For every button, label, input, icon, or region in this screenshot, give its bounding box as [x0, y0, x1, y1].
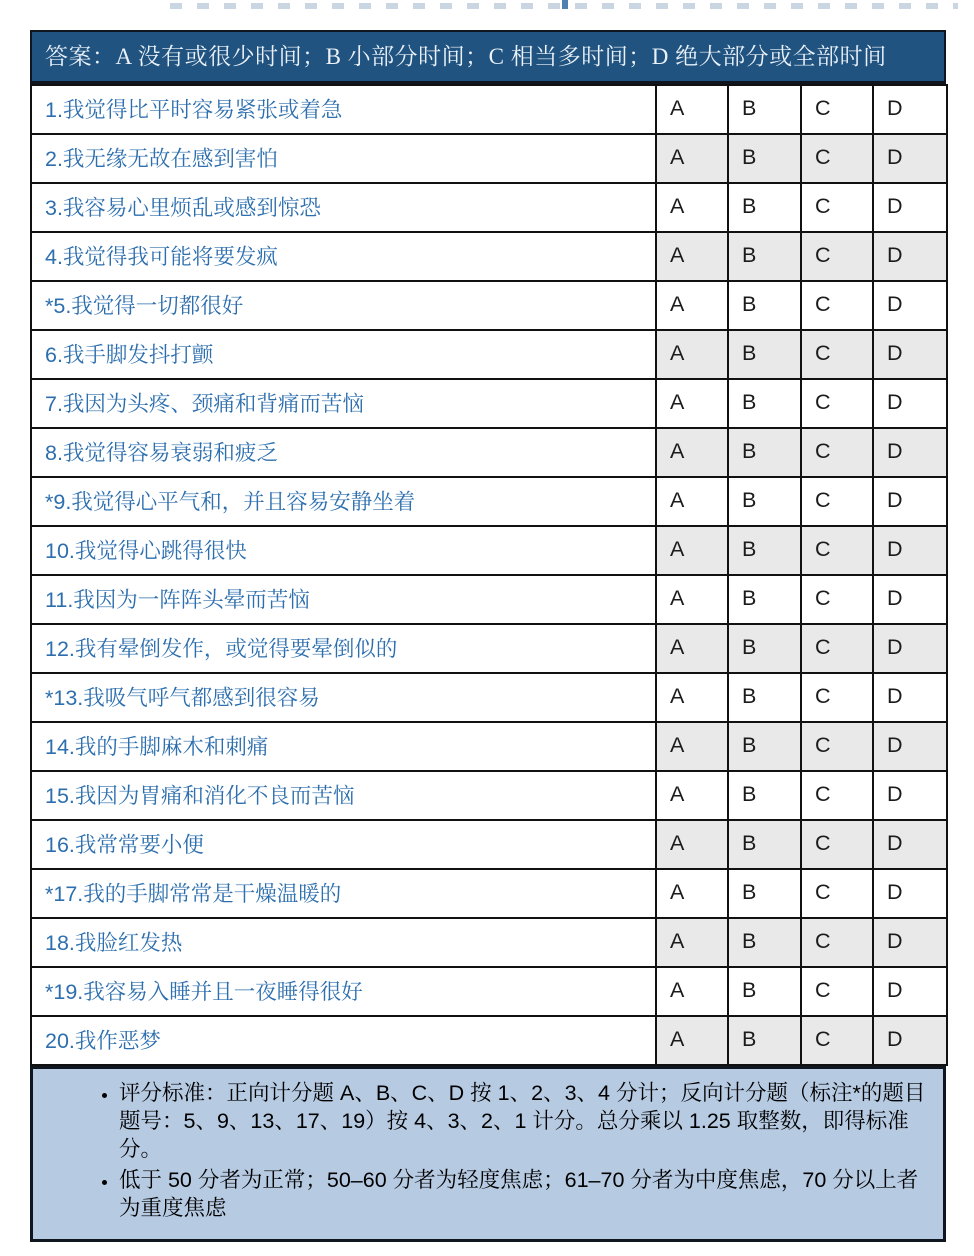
option-cell-b[interactable]: B	[728, 722, 801, 771]
question-text: *5.我觉得一切都很好	[31, 281, 656, 330]
option-cell-b[interactable]: B	[728, 526, 801, 575]
cropped-title-fragments	[170, 3, 958, 9]
option-cell-a[interactable]: A	[656, 820, 728, 869]
option-cell-d[interactable]: D	[873, 1016, 947, 1065]
option-cell-c[interactable]: C	[801, 722, 873, 771]
question-text: 1.我觉得比平时容易紧张或着急	[31, 85, 656, 134]
question-text: 20.我作恶梦	[31, 1016, 656, 1065]
question-text: 14.我的手脚麻木和刺痛	[31, 722, 656, 771]
question-text: 6.我手脚发抖打颤	[31, 330, 656, 379]
option-cell-b[interactable]: B	[728, 575, 801, 624]
question-row	[31, 134, 947, 183]
option-cell-b[interactable]: B	[728, 918, 801, 967]
option-cell-b[interactable]: B	[728, 85, 801, 134]
option-cell-c[interactable]: C	[801, 575, 873, 624]
option-cell-c[interactable]: C	[801, 379, 873, 428]
question-row	[31, 967, 947, 1016]
question-text: 3.我容易心里烦乱或感到惊恐	[31, 183, 656, 232]
question-text: *19.我容易入睡并且一夜睡得很好	[31, 967, 656, 1016]
option-cell-c[interactable]: C	[801, 183, 873, 232]
question-row	[31, 771, 947, 820]
questionnaire-table	[30, 84, 948, 1066]
question-row	[31, 85, 947, 134]
option-cell-d[interactable]: D	[873, 379, 947, 428]
option-cell-b[interactable]: B	[728, 379, 801, 428]
option-cell-c[interactable]: C	[801, 869, 873, 918]
option-cell-d[interactable]: D	[873, 134, 947, 183]
option-cell-b[interactable]: B	[728, 1016, 801, 1065]
option-cell-b[interactable]: B	[728, 673, 801, 722]
option-cell-d[interactable]: D	[873, 918, 947, 967]
scoring-note-thresholds: • 低于 50 分者为正常；50–60 分者为轻度焦虑；61–70 分者为中度焦虑，70 分以上者为重度焦虑	[119, 1166, 927, 1222]
option-cell-c[interactable]: C	[801, 918, 873, 967]
option-cell-c[interactable]: C	[801, 771, 873, 820]
option-cell-a[interactable]: A	[656, 281, 728, 330]
question-row	[31, 526, 947, 575]
question-text: 8.我觉得容易衰弱和疲乏	[31, 428, 656, 477]
option-cell-a[interactable]: A	[656, 232, 728, 281]
option-cell-b[interactable]: B	[728, 232, 801, 281]
option-cell-a[interactable]: A	[656, 85, 728, 134]
option-cell-d[interactable]: D	[873, 869, 947, 918]
scoring-notes-list	[33, 1079, 927, 1222]
question-row	[31, 918, 947, 967]
question-text: 15.我因为胃痛和消化不良而苦恼	[31, 771, 656, 820]
option-cell-c[interactable]: C	[801, 967, 873, 1016]
question-row	[31, 281, 947, 330]
question-text: 11.我因为一阵阵头晕而苦恼	[31, 575, 656, 624]
option-cell-a[interactable]: A	[656, 624, 728, 673]
option-cell-c[interactable]: C	[801, 428, 873, 477]
question-text: 2.我无缘无故在感到害怕	[31, 134, 656, 183]
option-cell-b[interactable]: B	[728, 869, 801, 918]
question-row	[31, 869, 947, 918]
option-cell-a[interactable]: A	[656, 918, 728, 967]
option-cell-d[interactable]: D	[873, 771, 947, 820]
scoring-notes	[30, 1066, 946, 1242]
option-cell-b[interactable]: B	[728, 477, 801, 526]
option-cell-b[interactable]: B	[728, 134, 801, 183]
question-row	[31, 428, 947, 477]
scoring-note-rule: • 评分标准：正向计分题 A、B、C、D 按 1、2、3、4 分计；反向计分题（标注*的题目题号：5、9、13、17、19）按 4、3、2、1 计分。总分乘以 1.25 取整数，即得标准分。	[119, 1079, 927, 1163]
option-cell-d[interactable]: D	[873, 967, 947, 1016]
question-row	[31, 183, 947, 232]
option-cell-c[interactable]: C	[801, 85, 873, 134]
option-cell-a[interactable]: A	[656, 967, 728, 1016]
option-cell-a[interactable]: A	[656, 869, 728, 918]
option-cell-c[interactable]: C	[801, 232, 873, 281]
option-cell-c[interactable]: C	[801, 526, 873, 575]
option-cell-a[interactable]: A	[656, 1016, 728, 1065]
option-cell-c[interactable]: C	[801, 134, 873, 183]
option-cell-a[interactable]: A	[656, 526, 728, 575]
option-cell-a[interactable]: A	[656, 575, 728, 624]
option-cell-c[interactable]: C	[801, 281, 873, 330]
answer-key-header: 答案：A 没有或很少时间；B 小部分时间；C 相当多时间；D 绝大部分或全部时间	[30, 30, 946, 84]
option-cell-d[interactable]: D	[873, 330, 947, 379]
option-cell-c[interactable]: C	[801, 1016, 873, 1065]
question-text: 7.我因为头疼、颈痛和背痛而苦恼	[31, 379, 656, 428]
option-cell-b[interactable]: B	[728, 281, 801, 330]
question-row	[31, 722, 947, 771]
question-text: 16.我常常要小便	[31, 820, 656, 869]
question-row	[31, 624, 947, 673]
question-text: *9.我觉得心平气和，并且容易安静坐着	[31, 477, 656, 526]
option-cell-d[interactable]: D	[873, 428, 947, 477]
option-cell-c[interactable]: C	[801, 330, 873, 379]
question-row	[31, 575, 947, 624]
option-cell-a[interactable]: A	[656, 134, 728, 183]
option-cell-c[interactable]: C	[801, 820, 873, 869]
option-cell-b[interactable]: B	[728, 967, 801, 1016]
option-cell-d[interactable]: D	[873, 85, 947, 134]
question-row	[31, 330, 947, 379]
question-text: 18.我脸红发热	[31, 918, 656, 967]
option-cell-d[interactable]: D	[873, 673, 947, 722]
cropped-title-accent-mark	[562, 0, 568, 9]
question-row	[31, 673, 947, 722]
option-cell-d[interactable]: D	[873, 281, 947, 330]
option-cell-c[interactable]: C	[801, 673, 873, 722]
option-cell-c[interactable]: C	[801, 477, 873, 526]
option-cell-d[interactable]: D	[873, 575, 947, 624]
question-row	[31, 232, 947, 281]
option-cell-d[interactable]: D	[873, 624, 947, 673]
option-cell-d[interactable]: D	[873, 232, 947, 281]
option-cell-b[interactable]: B	[728, 330, 801, 379]
option-cell-d[interactable]: D	[873, 477, 947, 526]
option-cell-c[interactable]: C	[801, 624, 873, 673]
option-cell-a[interactable]: A	[656, 183, 728, 232]
option-cell-d[interactable]: D	[873, 526, 947, 575]
question-row	[31, 820, 947, 869]
option-cell-a[interactable]: A	[656, 330, 728, 379]
questionnaire-document	[30, 30, 946, 1242]
option-cell-b[interactable]: B	[728, 820, 801, 869]
option-cell-b[interactable]: B	[728, 771, 801, 820]
question-row	[31, 1016, 947, 1065]
option-cell-a[interactable]: A	[656, 771, 728, 820]
question-row	[31, 379, 947, 428]
question-row	[31, 477, 947, 526]
question-text: *17.我的手脚常常是干燥温暖的	[31, 869, 656, 918]
option-cell-b[interactable]: B	[728, 624, 801, 673]
option-cell-a[interactable]: A	[656, 428, 728, 477]
option-cell-a[interactable]: A	[656, 722, 728, 771]
question-text: 10.我觉得心跳得很快	[31, 526, 656, 575]
questions-body	[31, 85, 947, 1065]
option-cell-d[interactable]: D	[873, 820, 947, 869]
option-cell-a[interactable]: A	[656, 379, 728, 428]
option-cell-b[interactable]: B	[728, 183, 801, 232]
option-cell-a[interactable]: A	[656, 673, 728, 722]
question-text: 12.我有晕倒发作，或觉得要晕倒似的	[31, 624, 656, 673]
option-cell-a[interactable]: A	[656, 477, 728, 526]
question-text: *13.我吸气呼气都感到很容易	[31, 673, 656, 722]
question-text: 4.我觉得我可能将要发疯	[31, 232, 656, 281]
option-cell-b[interactable]: B	[728, 428, 801, 477]
option-cell-d[interactable]: D	[873, 183, 947, 232]
option-cell-d[interactable]: D	[873, 722, 947, 771]
